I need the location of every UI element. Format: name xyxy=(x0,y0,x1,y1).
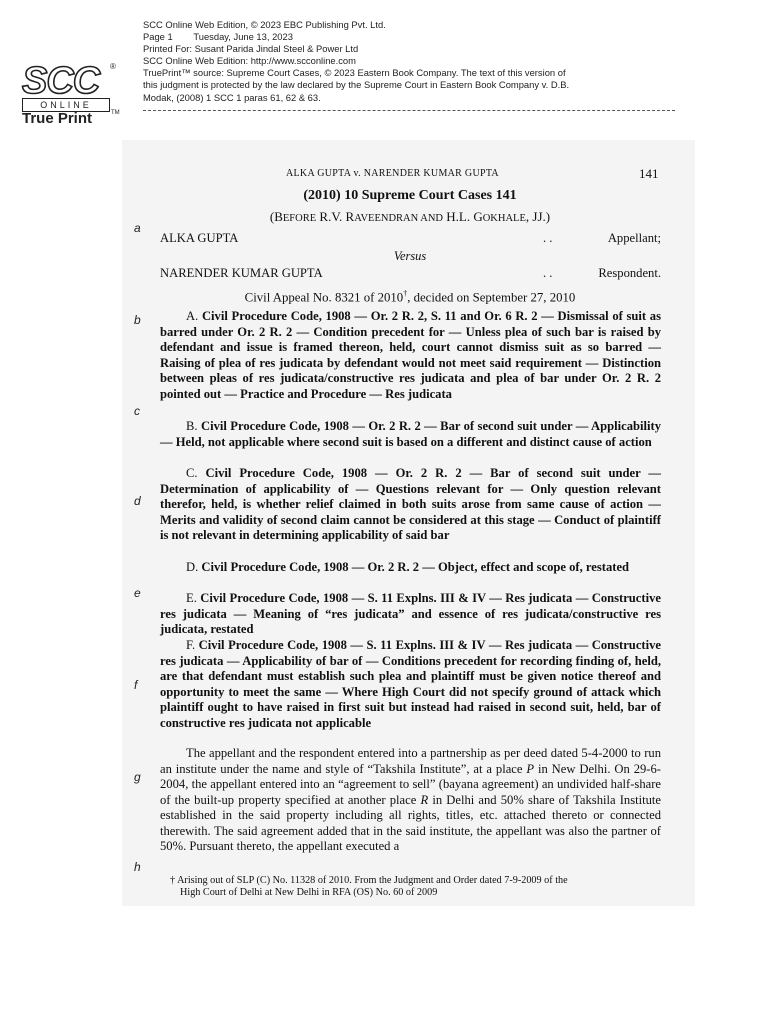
logo-trademark: TM xyxy=(111,110,120,116)
headnote-d-letter: D. xyxy=(186,560,199,574)
margin-letter-b: b xyxy=(134,313,141,327)
headnote-e-letter: E. xyxy=(186,591,197,605)
bench-open: (B xyxy=(269,209,283,224)
margin-letter-c: c xyxy=(134,404,140,418)
meta-line-protection: this judgment is protected by the law declared by the Supreme Court in Eastern Book Company v. D.B. xyxy=(143,79,570,91)
respondent-role: Respondent. xyxy=(598,266,661,280)
case-citation-title: (2010) 10 Supreme Court Cases 141 xyxy=(303,188,517,203)
meta-line-printed-for: Printed For: Susant Parida Jindal Steel & Power Ltd xyxy=(143,43,359,55)
bench-smallcaps-2: AVEENDRAN AND xyxy=(354,213,443,224)
appeal-dagger: † xyxy=(403,289,408,298)
meta-line-url: SCC Online Web Edition: http://www.scconline.com xyxy=(143,55,356,67)
header-divider xyxy=(143,110,675,111)
headnote-f-letter: F. xyxy=(186,638,196,652)
headnote-c-text: Civil Procedure Code, 1908 — Or. 2 R. 2 — Bar of second suit under — Determination of applicability of — Questions relevant for — Only question relevant therefor, held, is whether relief claimed in both suits arose from same cause of action — Merits and validity of second claim cannot be considered at this stage — Conduct of plaintiff is not relevant in determining applicability of said bar xyxy=(160,466,661,543)
logo-registered-mark: ® xyxy=(110,62,116,71)
versus-label: Versus xyxy=(393,249,427,263)
margin-letter-a: a xyxy=(134,221,141,235)
footnote xyxy=(170,875,665,899)
meta-line-page-date: Page 1 Tuesday, June 13, 2023 xyxy=(143,31,293,43)
logo-online-text: ONLINE xyxy=(22,98,110,112)
logo-trueprint-text: True Print xyxy=(22,110,93,127)
running-head: ALKA GUPTA v. NARENDER KUMAR GUPTA xyxy=(286,168,499,179)
headnote-b xyxy=(160,419,661,450)
page-number: 141 xyxy=(639,166,659,181)
headnote-f xyxy=(160,638,661,732)
headnote-c xyxy=(160,466,661,544)
facts-part-3: in Delhi and 50% share of Takshila Institute established in the said property including all rights, titles, etc. attached thereto or connected therewith. The said agreement added that in the said institute, the appellant was also the partner of 50%. Pursuant thereto, the appellant executed a xyxy=(160,792,662,853)
bench-mid2: H.L. G xyxy=(443,209,483,224)
headnote-a-text: Civil Procedure Code, 1908 — Or. 2 R. 2, S. 11 and Or. 6 R. 2 — Dismissal of suit as barred under Or. 2 R. 2 — Condition precedent for — Unless plea of such bar is raised by defendant and issue is framed thereon, held, court cannot dismiss suit as so barred — Raising of plea of res judicata by defendant would not meet said requirement — Distinction between pleas of res judicata/constructive res judicata and plea of bar under Or. 2 R. 2 pointed out — Practice and Procedure — Res judicata xyxy=(160,309,661,401)
margin-letter-e: e xyxy=(134,586,141,600)
bench-smallcaps-1: EFORE xyxy=(282,213,317,224)
margin-letter-d: d xyxy=(134,494,141,508)
footnote-line-2: High Court of Delhi at New Delhi in RFA (OS) No. 60 of 2009 xyxy=(180,887,438,899)
bench-line xyxy=(160,209,660,225)
respondent-row xyxy=(160,266,661,282)
appeal-number: Civil Appeal No. 8321 of 2010 xyxy=(244,290,404,305)
headnote-e-text: Civil Procedure Code, 1908 — S. 11 Explns. III & IV — Res judicata — Constructive res judicata — Meaning of “res judicata” and essence of res judicata/constructive res judicata, restated xyxy=(160,591,661,637)
scc-online-logo xyxy=(20,60,120,127)
facts-paragraph xyxy=(160,746,661,855)
appeal-date: , decided on September 27, 2010 xyxy=(407,290,576,305)
margin-letter-g: g xyxy=(134,770,141,784)
headnote-b-letter: B. xyxy=(186,419,198,433)
headnote-e xyxy=(160,591,661,638)
appellant-leader-dots: . . xyxy=(543,231,553,245)
footnote-line-1: † Arising out of SLP (C) No. 11328 of 2010. From the Judgment and Order dated 7-9-2009 of the xyxy=(170,875,568,886)
meta-line-citation: Modak, (2008) 1 SCC 1 paras 61, 62 & 63. xyxy=(143,91,321,103)
respondent-name: NARENDER KUMAR GUPTA xyxy=(160,266,323,280)
headnote-a-letter: A. xyxy=(186,309,199,323)
headnote-c-letter: C. xyxy=(186,466,198,480)
respondent-leader-dots: . . xyxy=(543,266,553,280)
headnote-d xyxy=(160,560,661,576)
appellant-role: Appellant; xyxy=(607,231,661,245)
facts-part-2: in New Delhi. On 29-6-2004, the appellant entered into an “agreement to sell” (bayana agreement) an undivided half-share of the built-up property specified at another place xyxy=(160,761,661,807)
headnote-a xyxy=(160,309,661,403)
meta-line-source: TruePrint™ source: Supreme Court Cases, © 2023 Eastern Book Company. The text of this version of xyxy=(143,67,566,79)
meta-line-edition: SCC Online Web Edition, © 2023 EBC Publishing Pvt. Ltd. xyxy=(143,19,386,30)
appeal-line xyxy=(160,289,660,305)
bench-mid: R.V. R xyxy=(316,209,355,224)
headnote-d-text: Civil Procedure Code, 1908 — Or. 2 R. 2 — Object, effect and scope of, restated xyxy=(201,560,630,574)
margin-letter-h: h xyxy=(134,860,141,874)
facts-place-r: R xyxy=(420,792,429,807)
print-metadata xyxy=(143,19,743,104)
margin-letter-f: f xyxy=(134,678,138,692)
headnote-f-text: Civil Procedure Code, 1908 — S. 11 Explns. III & IV — Res judicata — Constructive res judicata — Applicability of bar of — Conditions precedent for recording finding of, held, are that defendant must establish such plea and plaintiff must be given notice thereof and opportunity to meet the same — Where High Court did not specify ground of attack which plaintiff ought to have raised in first suit but instead had raised in second suit, held, bar of constructive res judicata not applicable xyxy=(160,638,661,730)
bench-close: , JJ.) xyxy=(525,209,551,224)
facts-place-p: P xyxy=(526,761,535,776)
appellant-name: ALKA GUPTA xyxy=(160,231,239,245)
facts-part-1: The appellant and the respondent entered into a partnership as per deed dated 5-4-2000 to run an institute under the name and style of “Takshila Institute”, at a place xyxy=(160,746,661,776)
headnote-b-text: Civil Procedure Code, 1908 — Or. 2 R. 2 — Bar of second suit under — Applicability — Held, not applicable where second suit is based on a different and distinct cause of action xyxy=(160,419,661,449)
bench-smallcaps-3: OKHALE xyxy=(482,213,526,224)
appellant-row xyxy=(160,231,661,247)
logo-scc-text: SCC xyxy=(22,60,100,102)
